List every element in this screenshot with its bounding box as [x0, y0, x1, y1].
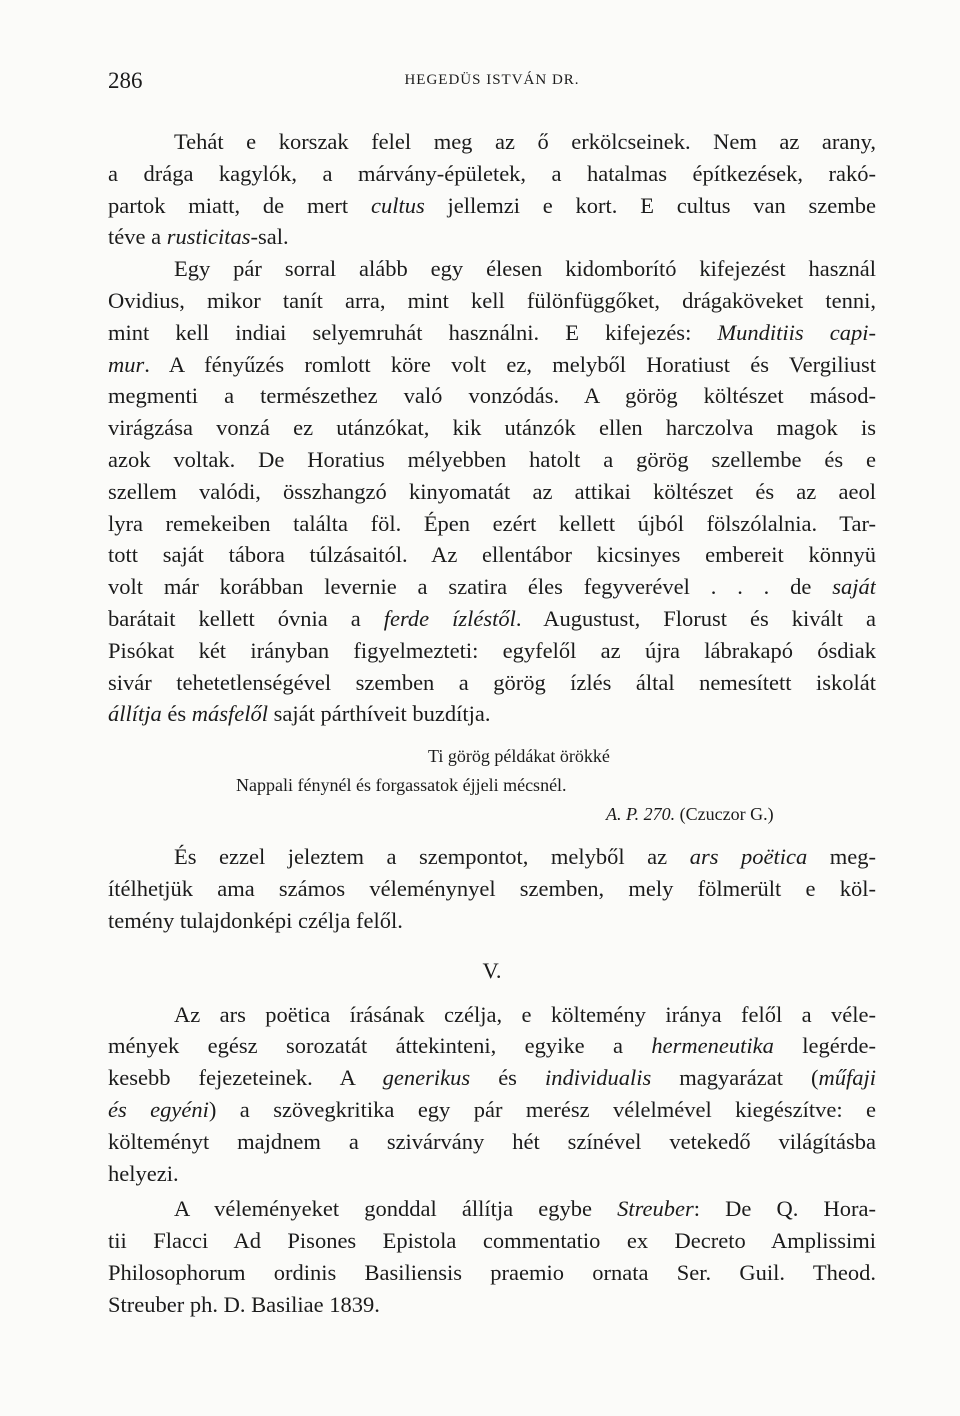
section-heading: V. [482, 957, 502, 983]
italic-term: Munditiis capi- [717, 319, 876, 345]
page-number: 286 [108, 68, 143, 93]
text-line: És ezzel jeleztem a szempontot, melyből az ars poëtica meg- [174, 844, 876, 870]
text-line: barátait kellett óvnia a ferde ízléstől. Augustust, Florust és kivált a [108, 605, 876, 631]
quote-line: Ti görög példákat örökké [428, 746, 610, 767]
text-line: helyezi. [108, 1160, 179, 1186]
quote-citation: A. P. 270. (Czuczor G.) [606, 804, 774, 825]
text-line: mint kell indiai selyemruhát használni. E kifejezés: Munditiis capi- [108, 319, 876, 345]
italic-term: generikus [382, 1065, 471, 1091]
text-line: temény tulajdonképi czélja felől. [108, 907, 403, 933]
text-line: mur. A fényűzés romlott köre volt ez, melyből Horatiust és Vergiliust [108, 351, 876, 377]
italic-term: másfelől [191, 701, 269, 727]
italic-term: ars poëtica [689, 844, 808, 870]
text-line: és egyéni) a szövegkritika egy pár merész vélelmével kiegészítve: e [108, 1096, 876, 1122]
paragraph-2 [108, 253, 876, 730]
italic-term: mur [108, 351, 145, 377]
italic-term: és egyéni [108, 1096, 209, 1122]
text-line: azok voltak. De Horatius mélyebben hatolt a görög szellembe és e [108, 446, 876, 472]
quote-line: Nappali fénynél és forgassatok éjjeli mécsnél. [236, 775, 567, 796]
text-line: állítja és másfelől saját párthíveit buzdítja. [108, 701, 491, 727]
italic-term: műfaji [818, 1065, 876, 1091]
italic-term: Streuber [617, 1196, 694, 1222]
body-text [108, 126, 876, 1321]
text-line: a drága kagylók, a márvány-épületek, a hatalmas építkezések, rakó- [108, 160, 876, 186]
text-line: Streuber ph. D. Basiliae 1839. [108, 1291, 380, 1317]
italic-term: rusticitas [166, 224, 251, 250]
paragraph-3 [108, 841, 876, 936]
text-line: A véleményeket gonddal állítja egybe Streuber: De Q. Hora- [174, 1196, 876, 1222]
italic-term: cultus [370, 192, 425, 218]
text-line: megmenti a természethez való vonzódás. A görög költészet másod- [108, 383, 876, 409]
text-line: Egy pár sorral alább egy élesen kidomborító kifejezést használ [174, 256, 876, 282]
paragraph-5 [108, 1193, 876, 1320]
text-line: tii Flacci Ad Pisones Epistola commentatio ex Decreto Amplissimi [108, 1228, 876, 1254]
text-line: költeményt majdnem a szivárvány hét színével vetekedő világításba [108, 1128, 876, 1154]
paragraph-4 [108, 999, 876, 1190]
text-line: kesebb fejezeteinek. A generikus és individualis magyarázat (műfaji [108, 1065, 876, 1091]
text-line: virágzása vonzá ez utánzókat, kik utánzók ellen harczolva magok is [108, 415, 876, 441]
text-line: ítélhetjük ama számos véleménynyel szemben, mely fölmerült e köl- [108, 875, 876, 901]
italic-term: hermeneutika [651, 1033, 774, 1059]
text-line: mények egész sorozatát áttekinteni, egyike a hermeneutika legérde- [108, 1033, 876, 1059]
text-line: lyra remekeiben találta föl. Épen ezért kellett újból fölszólalnia. Tar- [108, 510, 876, 536]
running-head: HEGEDÜS ISTVÁN DR. [404, 72, 580, 88]
text-line: tott saját tábora túlzásaitól. Az ellentábor kicsinyes embereit könnyü [108, 542, 876, 568]
text-line: sivár tehetetlenségével szemben a görög ízlés által nemesített iskolát [108, 669, 876, 695]
paragraph-1 [108, 126, 876, 253]
italic-term: saját [832, 574, 876, 600]
text-line: Tehát e korszak felel meg az ő erkölcseinek. Nem az arany, [174, 129, 876, 154]
text-line: volt már korábban levernie a szatira éles fegyverével . . . de saját [108, 574, 876, 600]
page-header [108, 68, 876, 104]
text-line: Pisókat két irányban figyelmezteti: egyfelől az újra lábrakapó ósdiak [108, 637, 876, 663]
italic-term: individualis [544, 1065, 652, 1091]
italic-term: állítja [108, 701, 162, 727]
text-line: Ovidius, mikor tanít arra, mint kell fülönfüggőket, drágaköveket tenni, [108, 287, 876, 313]
text-line: szellem valódi, összhangzó kinyomatát az attikai költészet és az aeol [108, 478, 876, 504]
text-line: partok miatt, de mert cultus jellemzi e kort. E cultus van szembe [108, 192, 876, 218]
verse-quote [108, 744, 876, 827]
text-line: téve a rusticitas-sal. [108, 224, 289, 250]
italic-term: ferde ízléstől [383, 605, 516, 631]
text-line: Philosophorum ordinis Basiliensis praemio ornata Ser. Guil. Theod. [108, 1259, 876, 1285]
text-line: Az ars poëtica írásának czélja, e költemény iránya felől a véle- [174, 1001, 876, 1027]
